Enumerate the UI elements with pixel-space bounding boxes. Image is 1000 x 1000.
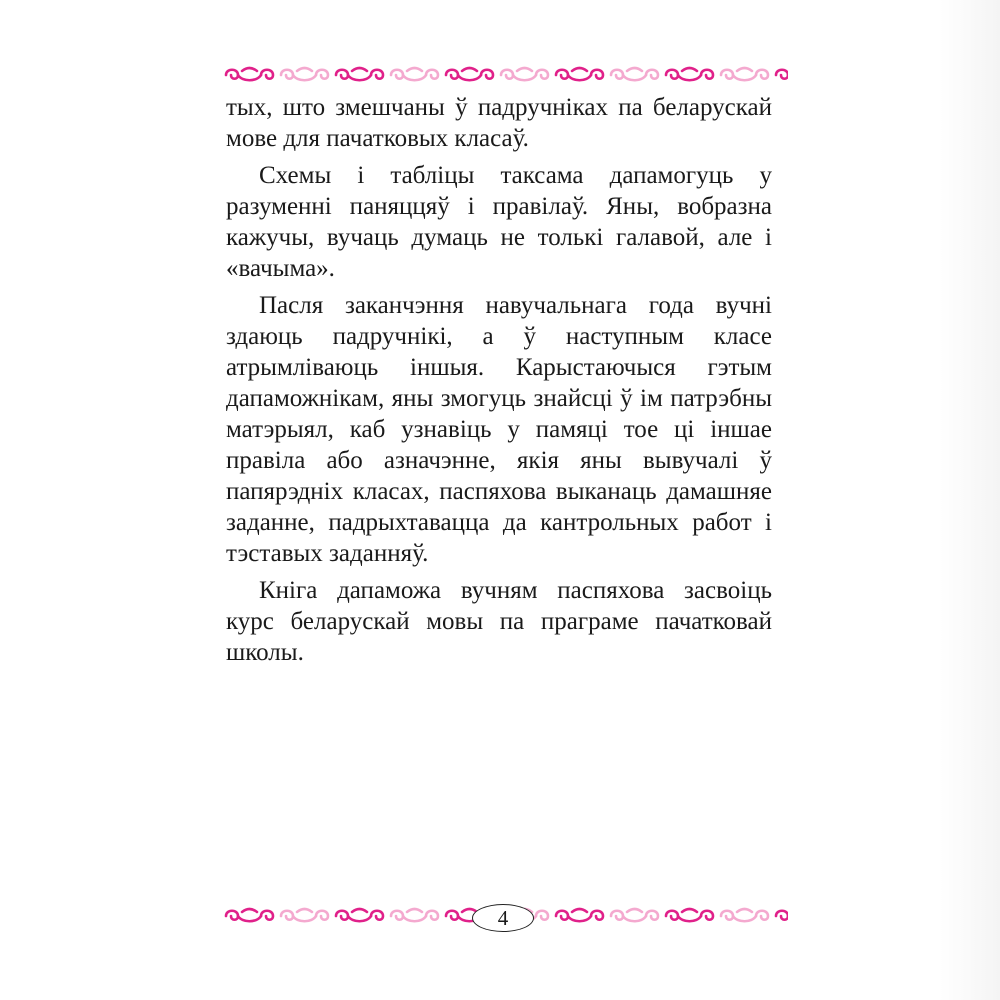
ornament-swirl (391, 68, 438, 80)
ornament-swirl (611, 909, 658, 921)
ornament-swirl (776, 68, 788, 80)
paragraph-2: Схемы і табліцы таксама дапамогуць у разуменні паняццяў і правілаў. Яны, вобразна кажучы, вучаць думаць не толькі галавой, але і «вачыма». (226, 162, 772, 282)
ornament-swirl (666, 68, 713, 80)
ornament-swirl (666, 909, 713, 921)
ornament-swirl (556, 909, 603, 921)
ornament-swirl (721, 909, 768, 921)
ornament-swirl (611, 68, 658, 80)
top-ornament-border (222, 66, 788, 84)
paragraph-1: тых, што змешчаны ў падручніках па беларускай мове для пачатковых класаў. (226, 94, 772, 152)
body-text (226, 92, 772, 674)
paragraph-4: Кніга дапаможа вучням паспяхова засвоіць курс беларускай мовы па праграме пачатковай школы. (226, 577, 772, 666)
ornament-swirl (556, 68, 603, 80)
ornament-swirl (776, 909, 788, 921)
ornament-swirl (501, 68, 548, 80)
ornament-swirl (721, 68, 768, 80)
ornament-swirl (336, 909, 383, 921)
ornament-swirl (391, 909, 438, 921)
top-ornament-svg (222, 66, 788, 84)
ornament-swirl (446, 68, 493, 80)
ornament-swirl (281, 68, 328, 80)
ornament-swirl (226, 909, 273, 921)
ornament-swirl (281, 909, 328, 921)
page-number: 4 (472, 904, 534, 932)
paragraph-3: Пасля заканчэння навучальнага года вучні здаюць падручнікі, а ў наступным класе атрымліваюць іншыя. Карыстаючыся гэтым дапаможнікам, яны змогуць знайсці ў ім патрэбны матэрыял, каб узнавіць у памяці тое ці іншае правіла або азначэнне, якія яны вывучалі ў папярэдніх класах, паспяхова выканаць дамашняе заданне, падрыхтавацца да кантрольных работ і тэставых заданняў. (226, 292, 772, 567)
ornament-swirl (226, 68, 273, 80)
ornament-swirl (336, 68, 383, 80)
page-edge-shadow (940, 0, 1000, 1000)
